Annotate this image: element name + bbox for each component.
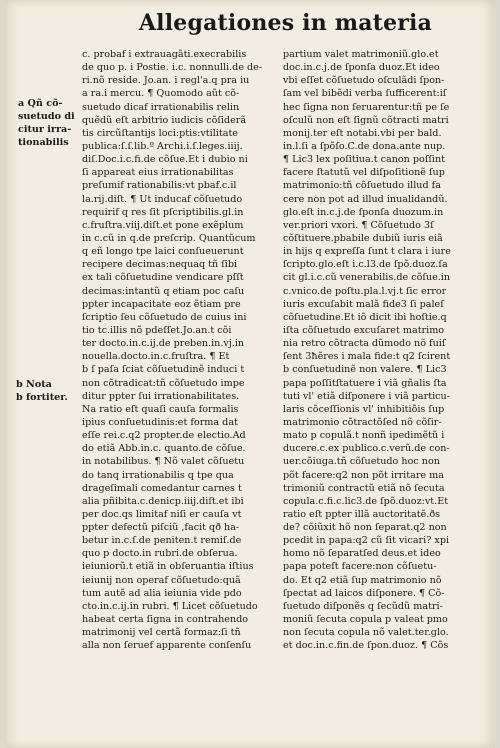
text-line: alia pñibita.c.denicp.iiij.diſt.et ibi	[82, 495, 244, 507]
text-line: alla non ſeruef apparente conſenſu	[82, 640, 252, 652]
text-line: non cõtradicat:tñ cõſuetudo impe	[82, 377, 245, 389]
text-line: ditur ppter ſui irrationabilitates.	[82, 390, 240, 402]
text-line: moniũ ſecuta copula p valeat pmo	[283, 614, 448, 626]
side-note-line: citur irra-	[18, 124, 72, 136]
text-line: nia retro cõtracta dũmodo nõ fuiſ	[283, 338, 446, 350]
text-line: ¶ Lic3 lex poſitiua.t canon poſſint	[283, 154, 446, 166]
text-line: pcedit in papa:q2 cũ ſit vicari? xpi	[283, 535, 450, 547]
text-line: homo nõ ſeparatſed deus.et ideo	[283, 548, 441, 560]
side-note-line: b fortiter.	[16, 392, 68, 404]
text-line: q eñ longo tpe laici conſueuerunt	[82, 246, 244, 258]
text-line: matrimonio cõtractõſed nõ cõſir-	[283, 416, 442, 428]
text-line: cõſuetudine.Et iõ dicit ibi hoſtie.q	[283, 311, 447, 323]
text-line: Na ratio eſt quaſi cauſa formalis	[82, 403, 239, 415]
text-line: matrimonij vel certã formaz:ſi tñ	[82, 627, 241, 639]
text-line: recipere decimas:nequaq tñ ſibi	[82, 259, 238, 271]
text-line: ppter incapacitate eoz ẽtiam pre	[82, 298, 241, 310]
left-text-column	[82, 48, 274, 652]
text-line: c.vnico.de poſtu.pla.l.vj.t ſic error	[283, 285, 447, 297]
text-line: mato p copulã.t nonñ ipedimẽtũ i	[283, 430, 445, 442]
text-line: betur in.c.ſ.de peniten.t remiſ.de	[82, 535, 242, 547]
text-line: ratio eſt ppter illã auctoritatẽ.ðs	[283, 508, 441, 520]
text-line: do etiã Abb.in.c. quanto.de cõſue.	[82, 443, 246, 455]
page-leaf	[6, 0, 495, 748]
text-line: cõſtituere.pbabile dubiũ iuris eiã	[283, 232, 443, 244]
text-line: preſumif rationabilis:vt pbaf.c.il	[82, 180, 237, 192]
text-line: decimas:intantũ q etiam poc caſu	[82, 285, 245, 297]
text-line: papa poſſitſtatuere i viã gñalis ſta	[283, 377, 447, 389]
text-line: facere ſtatutũ vel diſpoſitionẽ ſup	[283, 167, 445, 179]
right-text-column	[283, 48, 479, 652]
text-line: ſam vel bibẽdi verba ſufficerent:iſ	[283, 88, 447, 100]
text-line: uer.cõiuga.tñ cõſuetudo hoc non	[283, 456, 440, 468]
side-note-line: tionabilis	[18, 137, 69, 149]
text-line: drageſimali comedantur carnes t	[82, 482, 242, 494]
text-line: ppter defectũ piſciũ ,facit qð ha-	[82, 522, 240, 534]
text-line: ſcripto.glo.eſt i.c.l3.de ſpõ.duoz.ſa	[283, 259, 448, 271]
text-line: in hijs q expreſſa ſunt t clara i iure	[283, 246, 451, 258]
text-line: oſculũ non eſt ſignũ cõtracti matri	[283, 114, 449, 126]
text-line: ri.nõ reside. Jo.an. i regl'a.q pra iu	[82, 75, 250, 87]
text-line: c. probaf i extrauagãti.execrabilis	[82, 49, 247, 60]
text-line: glo.eſt in.c.j.de ſponſa duozum.in	[283, 206, 444, 218]
text-line: iſta cõſuetudo excuſaret matrimo	[283, 324, 445, 336]
text-line: ieiunij non operaf cõſuetudo:quã	[82, 574, 241, 586]
text-line: ſi appareat eius irrationabilitas	[82, 167, 234, 179]
text-line: tis circũſtantijs loci:ptis:vtilitate	[82, 127, 238, 139]
text-line: in notabilibus. ¶ Nõ valet cõſuetu	[82, 456, 245, 468]
text-line: ieiuniorũ.t etiã in obſeruantia iſtius	[82, 561, 254, 573]
text-line: a ra.i mercu. ¶ Quomodo aũt cõ-	[82, 88, 240, 100]
text-line: cere non pot ad illud inualidandũ.	[283, 193, 448, 205]
text-line: habeat certa ſigna in contrahendo	[82, 614, 249, 626]
text-line: ducere.c.ex publico.c.verũ.de con-	[283, 443, 450, 455]
text-line: in c.cũ in q.de preſcrip. Quantũcum	[82, 232, 256, 244]
text-line: doc.in.c.j.de ſponſa duoz.Et ideo	[283, 62, 440, 74]
side-note-a	[18, 98, 82, 151]
text-line: papa poteſt facere:non cõſuetu-	[283, 561, 437, 573]
text-line: b ſ paſa ſciat cõſuetudinẽ induci t	[82, 364, 245, 376]
side-note-line: b Nota	[16, 379, 52, 390]
text-line: c.fruſtra.viij.diſt.et pone exẽplum	[82, 219, 244, 231]
text-line: publica:ſ.ſ.lib.º Archi.i.ſ.leges.iiij.	[82, 140, 243, 152]
text-line: partium valet matrimoniũ.glo.et	[283, 49, 439, 60]
text-line: monij.ter eſt notabi.vbi per bald.	[283, 127, 442, 139]
text-line: do. Et q2 etiã ſup matrimonio nõ	[283, 574, 442, 586]
text-line: non ſecuta copula nõ valet.ter.glo.	[283, 627, 449, 639]
text-line: diſ.Doc.i.c.fi.de cõſue.Et i dubio ni	[82, 154, 248, 166]
text-line: ſpectat ad laicos diſponere. ¶ Cõ-	[283, 587, 445, 599]
text-line: copula.c.fi.c.lic3.de ſpõ.duoz:vt.Et	[283, 495, 449, 507]
text-line: et doc.in.c.fin.de ſpon.duoz. ¶ Cõs	[283, 640, 449, 652]
side-note-b	[16, 379, 82, 405]
text-line: ſent 3ħẽres i mala fide:t q2 ſcirent	[283, 351, 451, 363]
text-line: suetudo dicaf irrationabilis relin	[82, 101, 240, 113]
text-line: la.rij.diſt. ¶ Ut inducaf cõſuetudo	[82, 193, 243, 205]
text-line: do tanq irrationabilis q tpe qua	[82, 469, 234, 481]
text-line: tuti vl' etiã diſponere i viã particu-	[283, 390, 450, 402]
text-line: per doc.qs limitaf niſi er cauſa vt	[82, 508, 242, 520]
text-line: de quo p. i Postie. i.c. nonnulli.de de-	[82, 62, 263, 74]
side-note-line: suetudo di	[18, 111, 75, 123]
text-line: cit gl.i.c.cũ venerabilis.de cõſue.in	[283, 272, 451, 284]
text-line: quẽdũ eſt arbitrio iudicis cõſiderã	[82, 114, 247, 126]
text-line: põt facere:q2 non põt irritare ma	[283, 469, 444, 481]
text-line: tum autẽ ad alia ieiunia vide pdo	[82, 587, 242, 599]
text-line: ipius conſuetudinis:et forma dat	[82, 416, 238, 428]
text-line: trimoniũ contractũ etiã nõ ſecuta	[283, 482, 445, 494]
text-line: hec ſigna non ſeruarentur:tñ pe ſe	[283, 101, 450, 113]
running-head: Allegationes in materia	[138, 10, 433, 36]
text-line: tio tc.illis nõ pdeſſet.Jo.an.t cõi	[82, 324, 232, 336]
side-note-line: a Qñ cõ-	[18, 98, 63, 109]
text-line: cto.in.c.ij.in rubri. ¶ Licet cõſuetudo	[82, 600, 258, 612]
text-line: eſſe rei.c.q2 propter.de electio.Ad	[82, 430, 246, 442]
text-line: quo p docto.in rubri.de obſerua.	[82, 548, 238, 560]
text-line: b conſuetudinẽ non valere. ¶ Lic3	[283, 364, 447, 376]
text-line: ter docto.in.c.ij.de preben.in.vj.in	[82, 338, 245, 350]
text-line: vbi eſſet cõſuetudo oſculãdi ſpon-	[283, 75, 445, 87]
text-line: laris cõceſſionis vl' inhibitiõis ſup	[283, 403, 445, 415]
text-line: ſuetudo diſponẽs q ſecũdũ matri-	[283, 600, 443, 612]
text-line: nouella.docto.in.c.fruſtra. ¶ Et	[82, 351, 230, 363]
text-line: requirif q res ſit pſcriptibilis.gl.in	[82, 206, 244, 218]
text-line: ex tali cõſuetudine vendicare pſſt	[82, 272, 244, 284]
text-line: ſcriptio ſeu cõſuetudo de cuius ini	[82, 311, 247, 323]
text-line: de? cõiũxit hõ non ſeparat.q2 non	[283, 522, 447, 534]
text-line: ver.priori vxori. ¶ Cõſuetudo 3ſ	[283, 219, 434, 231]
text-line: iuris excuſabit malã fide3 ſi paleſ	[283, 298, 444, 310]
text-line: matrimonio:tñ cõſuetudo illud fa	[283, 180, 441, 192]
text-line: in.l.ſi a ſpõſo.C.de dona.ante nup.	[283, 140, 446, 152]
